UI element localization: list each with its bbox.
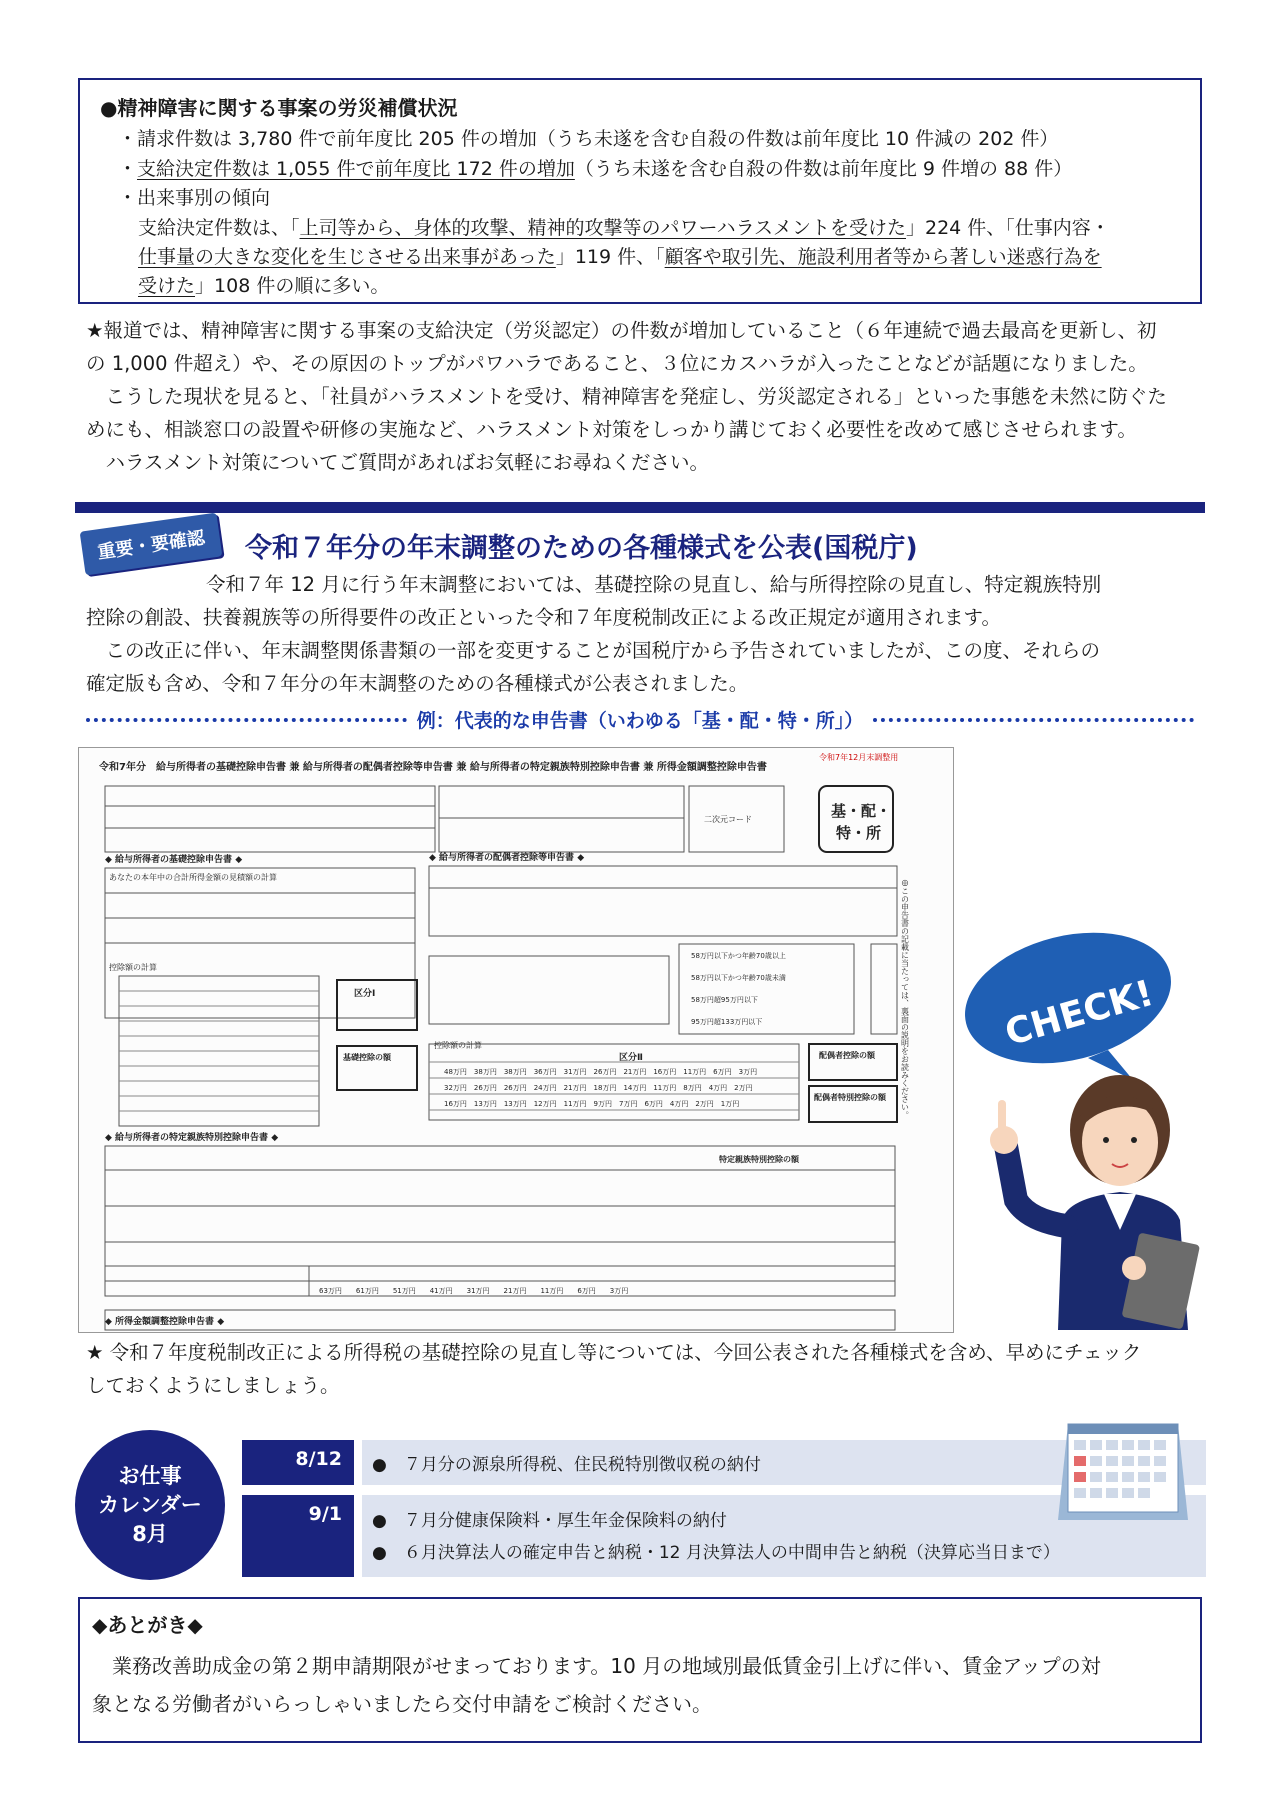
form-stamp-2: 特・所	[836, 824, 882, 842]
form-row-b: 32万円 26万円 26万円 24万円 21万円 18万円 14万円 11万円 8万円 4万円 2万円	[444, 1084, 753, 1092]
check-bubble-text: CHECK!	[1000, 972, 1158, 1055]
form-sec-basic: ◆ 給与所得者の基礎控除申告書 ◆	[105, 855, 243, 865]
mental-line-3: 受けた」108 件の順に多い。	[138, 275, 390, 297]
section-divider	[75, 502, 1205, 513]
mental-bullet-1: ・請求件数は 3,780 件で前年度比 205 件の増加（うち未遂を含む自殺の件数は前年度比 10 件減の 202 件）	[118, 128, 1059, 150]
form-title: 令和7年分 給与所得者の基礎控除申告書 兼 給与所得者の配偶者控除等申告書 兼 給与所得者の特定親族特別控除申告書 兼 所得金額調整控除申告書	[99, 762, 767, 773]
report-line-4: めにも、相談窓口の設置や研修の実施など、ハラスメント対策をしっかり講じておく必要性を改めて感じさせられます。	[86, 418, 1137, 441]
report-line-5: ハラスメント対策についてご質問があればお気軽にお尋ねください。	[86, 451, 710, 474]
form-sec-adjust: ◆ 所得金額調整控除申告書 ◆	[105, 1317, 225, 1327]
form-spouse-amount: 配偶者控除の額	[819, 1051, 875, 1060]
mental-bullet-2-underlined: 支給決定件数は 1,055 件で前年度比 172 件の増加	[137, 158, 575, 180]
form-qr-label: 二次元コード	[704, 815, 752, 824]
mental-heading: ●精神障害に関する事案の労災補償状況	[100, 96, 458, 120]
calendar-date-2: 9/1	[242, 1495, 354, 1577]
form-opt-1: 58万円以下かつ年齢70歳以上	[691, 952, 786, 960]
check-illustration	[958, 920, 1208, 1330]
form-side-note	[901, 878, 910, 1119]
report-line-3: こうした現状を見ると、「社員がハラスメントを受け、精神障害を発症し、労災認定される」といった事態を未然に防ぐた	[86, 385, 1167, 408]
form-note-line-2: しておくようにしましょう。	[86, 1374, 340, 1397]
yearend-line-1: 令和７年 12 月に行う年末調整においては、基礎控除の見直し、給与所得控除の見直し、特定親族特別	[206, 573, 1102, 596]
yearend-line-4: 確定版も含め、令和７年分の年末調整のための各種様式が公表されました。	[86, 672, 749, 695]
form-row-c: 16万円 13万円 13万円 12万円 11万円 9万円 7万円 6万円 4万円 2万円 1万円	[444, 1100, 740, 1108]
form-kubun-1: 区分Ⅰ	[354, 989, 376, 999]
yearend-line-3: この改正に伴い、年末調整関係書類の一部を変更することが国税庁から予告されていましたが、この度、それらの	[86, 639, 1101, 662]
afterword-body	[92, 1647, 1192, 1723]
report-line-1: ★報道では、精神障害に関する事案の支給決定（労災認定）の件数が増加していること（６年連続で過去最高を更新し、初	[86, 319, 1157, 342]
svg-text:◎この申告書の記載に当たっては、裏面の説明をお読みください。: ◎この申告書の記載に当たっては、裏面の説明をお読みください。	[900, 878, 910, 1119]
mental-disorder-box	[78, 78, 1202, 304]
afterword-heading: ◆あとがき◆	[92, 1613, 203, 1637]
form-sec-relative: ◆ 給与所得者の特定親族特別控除申告書 ◆	[105, 1133, 279, 1143]
mental-bullet-2-rest: （うち未遂を含む自殺の件数は前年度比 9 件増の 88 件）	[574, 158, 1073, 180]
calendar-item-3: ● ６月決算法人の確定申告と納税・12 月決算法人の中間申告と納税（決算応当日まで）	[372, 1543, 1060, 1563]
person-illustration	[958, 920, 1208, 1330]
form-calc-deduction: 控除額の計算	[109, 963, 157, 972]
form-calc-deduction-2: 控除額の計算	[434, 1041, 482, 1050]
yearend-line-2: 控除の創設、扶養親族等の所得要件の改正といった令和７年度税制改正による改正規定が適用されます。	[86, 606, 1001, 629]
form-relative-amount: 特定親族特別控除の額	[719, 1155, 799, 1164]
form-tag: 令和7年12月末調整用	[819, 753, 899, 762]
form-row-a: 48万円 38万円 38万円 36万円 31万円 26万円 21万円 16万円 11万円 6万円 3万円	[444, 1068, 758, 1076]
afterword-box	[78, 1597, 1202, 1743]
calendar-date-1: 8/12	[242, 1440, 354, 1485]
form-calc-income: あなたの本年中の合計所得金額の見積額の計算	[109, 873, 277, 882]
form-spouse-special: 配偶者特別控除の額	[814, 1093, 886, 1102]
mental-line-2: 仕事量の大きな変化を生じさせる出来事があった」119 件、「顧客や取引先、施設利用者等から著しい迷惑行為を	[138, 246, 1102, 268]
calendar-circle-line-1: お仕事	[118, 1463, 182, 1488]
desk-calendar-icon	[1048, 1410, 1198, 1530]
report-paragraph	[86, 314, 1206, 479]
afterword-line-2: 象となる労働者がいらっしゃいましたら交付申請をご検討ください。	[92, 1692, 712, 1716]
mental-bullet-3: ・出来事別の傾向	[118, 187, 271, 209]
form-opt-4: 95万円超133万円以下	[691, 1018, 763, 1026]
form-opt-3: 58万円超95万円以下	[691, 996, 758, 1004]
form-deduct-row: 63万円 61万円 51万円 41万円 31万円 21万円 11万円 6万円 3万円	[319, 1287, 629, 1295]
form-note	[86, 1336, 1206, 1402]
form-stamp-1: 基・配・	[831, 802, 892, 820]
form-kubun-2: 区分Ⅱ	[619, 1053, 643, 1063]
important-badge: 重要・要確認	[80, 513, 223, 576]
yearend-paragraph	[86, 568, 1206, 700]
mental-bullet-2: ・支給決定件数は 1,055 件で前年度比 172 件の増加（うち未遂を含む自殺の件数は前年度比 9 件増の 88 件）	[118, 158, 1073, 180]
form-opt-2: 58万円以下かつ年齢70歳未満	[691, 974, 786, 982]
calendar-circle-line-2: カレンダー	[98, 1492, 202, 1517]
work-calendar-badge	[75, 1430, 225, 1580]
form-note-line-1: ★ 令和７年度税制改正による所得税の基礎控除の見直し等については、今回公表された各種様式を含め、早めにチェック	[86, 1341, 1142, 1364]
tax-form-image	[78, 747, 954, 1333]
calendar-item-2: ● ７月分健康保険料・厚生年金保険料の納付	[372, 1511, 727, 1531]
tax-form-drawing	[79, 748, 954, 1333]
report-line-2: の 1,000 件超え）や、その原因のトップがパワハラであること、３位にカスハラが入ったことなどが話題になりました。	[86, 352, 1148, 375]
example-label	[86, 706, 1194, 733]
yearend-title: 令和７年分の年末調整のための各種様式を公表(国税庁)	[245, 533, 918, 564]
calendar-item-1: ● ７月分の源泉所得税、住民税特別徴収税の納付	[372, 1455, 761, 1475]
form-sec-spouse: ◆ 給与所得者の配偶者控除等申告書 ◆	[429, 853, 585, 863]
form-basic-amount: 基礎控除の額	[343, 1053, 391, 1062]
mental-line-1: 支給決定件数は、「上司等から、身体的攻撃、精神的攻撃等のパワーハラスメントを受けた」224 件、「仕事内容・	[138, 217, 1110, 239]
afterword-line-1: 業務改善助成金の第２期申請期限がせまっております。10 月の地域別最低賃金引上げに伴い、賃金アップの対	[92, 1654, 1101, 1678]
calendar-circle-line-3: 8月	[132, 1521, 168, 1546]
example-label-text: 例：代表的な申告書（いわゆる「基・配・特・所」）	[416, 710, 864, 732]
